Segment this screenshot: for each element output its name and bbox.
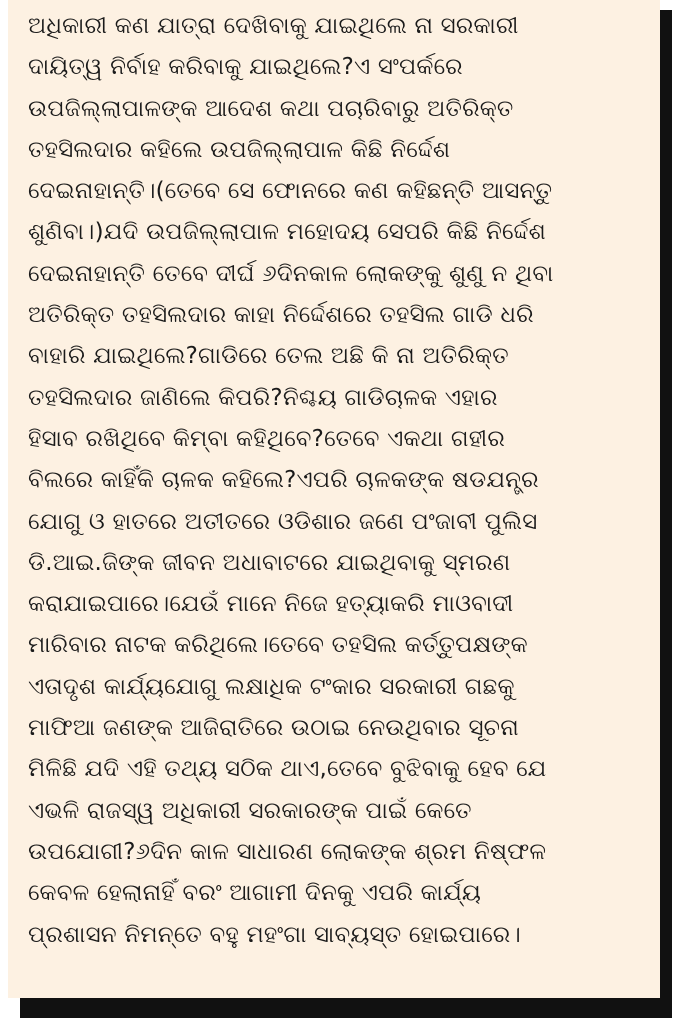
text-line: ଡି.ଆଇ.ଜିଙ୍କ ଜୀବନ ଅଧାବାଟରେ ଯାଇଥିବାକୁ ସ୍ମରଣ: [28, 549, 511, 576]
text-line: ଦେଇନାହାନ୍ତି।(ତେବେ ସେ ଫୋନରେ କଣ କହିଛନ୍ତି ଆସନ୍ତୁ: [28, 178, 553, 205]
text-line: ଶୁଣିବା।)ଯଦି ଉପଜିଲ୍ଲାପାଳ ମହୋଦୟ ସେପରି କିଛି ନିର୍ଦ୍ଦେଶ: [28, 219, 546, 246]
text-line: ମାଫିଆ ଜଣଙ୍କ ଆଜିରାତିରେ ଉଠାଇ ନେଉଥିବାର ସୂଚନା: [28, 715, 519, 742]
text-line: କରାଯାଇପାରେ।ଯେଉଁ ମାନେ ନିଜେ ହତ୍ୟାକରି ମାଓବାଦୀ: [28, 591, 514, 618]
text-line: ବାହାରି ଯାଇଥିଲେ?ଗାଡିରେ ତେଲ ଅଛି କି ନା ଅତିରିକ୍ତ: [28, 343, 509, 370]
text-line: ହିସାବ ରଖିଥିବେ କିମ୍ବା କହିଥିବେ?ତେବେ ଏକଥା ଗହୀର: [28, 425, 505, 452]
text-line: ଦେଇନାହାନ୍ତି ତେବେ ଦୀର୍ଘ ୬ଦିନକାଳ ଲୋକଙ୍କୁ ଶୁଣୁ ନ ଥିବା: [28, 260, 554, 287]
text-line: ଦାୟିତ୍ୱ ନିର୍ବାହ କରିବାକୁ ଯାଇଥିଲେ?ଏ ସଂପର୍କରେ: [28, 54, 463, 81]
text-line: ମାରିବାର ନାଟକ କରିଥିଲେ।ତେବେ ତହସିଲ କର୍ତ୍ତୁପକ୍ଷଙ୍କ: [28, 632, 528, 659]
text-line: ତହସିଲଦାର କହିଲେ ଉପଜିଲ୍ଲାପାଳ କିଛି ନିର୍ଦ୍ଦେଶ: [28, 136, 451, 163]
text-line: ଏଭଳି ରାଜସ୍ୱ ଅଧିକାରୀ ସରକାରଙ୍କ ପାଇଁ କେତେ: [28, 797, 472, 824]
text-line: ବିଲରେ କାହିଁକି ଚାଳକ କହିଲେ?ଏପରି ଚାଳକଙ୍କ ଷଡଯନ୍ତ୍ର: [28, 467, 539, 494]
text-line: ତହସିଲଦାର ଜାଣିଲେ କିପରି?ନିଶ୍ଚୟ ଗାଡିଚାଳକ ଏହାର: [28, 384, 498, 411]
text-line: ପ୍ରଶାସନ ନିମନ୍ତେ ବହୁ ମହଂଗା ସାବ୍ୟସ୍ତ ହୋଇପାରେ।: [28, 921, 521, 948]
text-line: ଅଧିକାରୀ କଣ ଯାତ୍ରା ଦେଖିବାକୁ ଯାଇଥିଲେ ନା ସରକାରୀ: [28, 13, 519, 39]
text-line: ଅତିରିକ୍ତ ତହସିଲଦାର କାହା ନିର୍ଦ୍ଦେଶରେ ତହସିଲ ଗାଡି ଧରି: [28, 302, 534, 329]
text-line: ଉପଜିଲ୍ଲାପାଳଙ୍କ ଆଦେଶ କଥା ପଚାରିବାରୁ ଅତିରିକ୍ତ: [28, 95, 514, 122]
text-line: ଏତାଦୃଶ କାର୍ଯ୍ୟଯୋଗୁ ଲକ୍ଷାଧିକ ଟଂକାର ସରକାରୀ ଗଛକୁ: [28, 673, 515, 700]
text-card: [8, 0, 660, 998]
text-line: କେବଳ ହେଲାନାହିଁ ବରଂ ଆଗାମୀ ଦିନକୁ ଏପରି କାର୍ଯ୍ୟ: [28, 880, 482, 907]
text-line: ଉପଯୋଗୀ?୬ଦିନ କାଳ ସାଧାରଣ ଲୋକଙ୍କ ଶ୍ରମ ନିଷ୍ଫଳ: [28, 838, 547, 865]
text-line: ମିଳିଛି ଯଦି ଏହି ତଥ୍ୟ ସଠିକ ଥାଏ,ତେବେ ବୁଝିବାକୁ ହେବ ଯେ: [28, 756, 547, 783]
text-line: ଯୋଗୁ ଓ ହାତରେ ଅତୀତରେ ଓଡିଶାର ଜଣେ ପଂଜାବୀ ପୁଲିସ: [28, 508, 538, 535]
